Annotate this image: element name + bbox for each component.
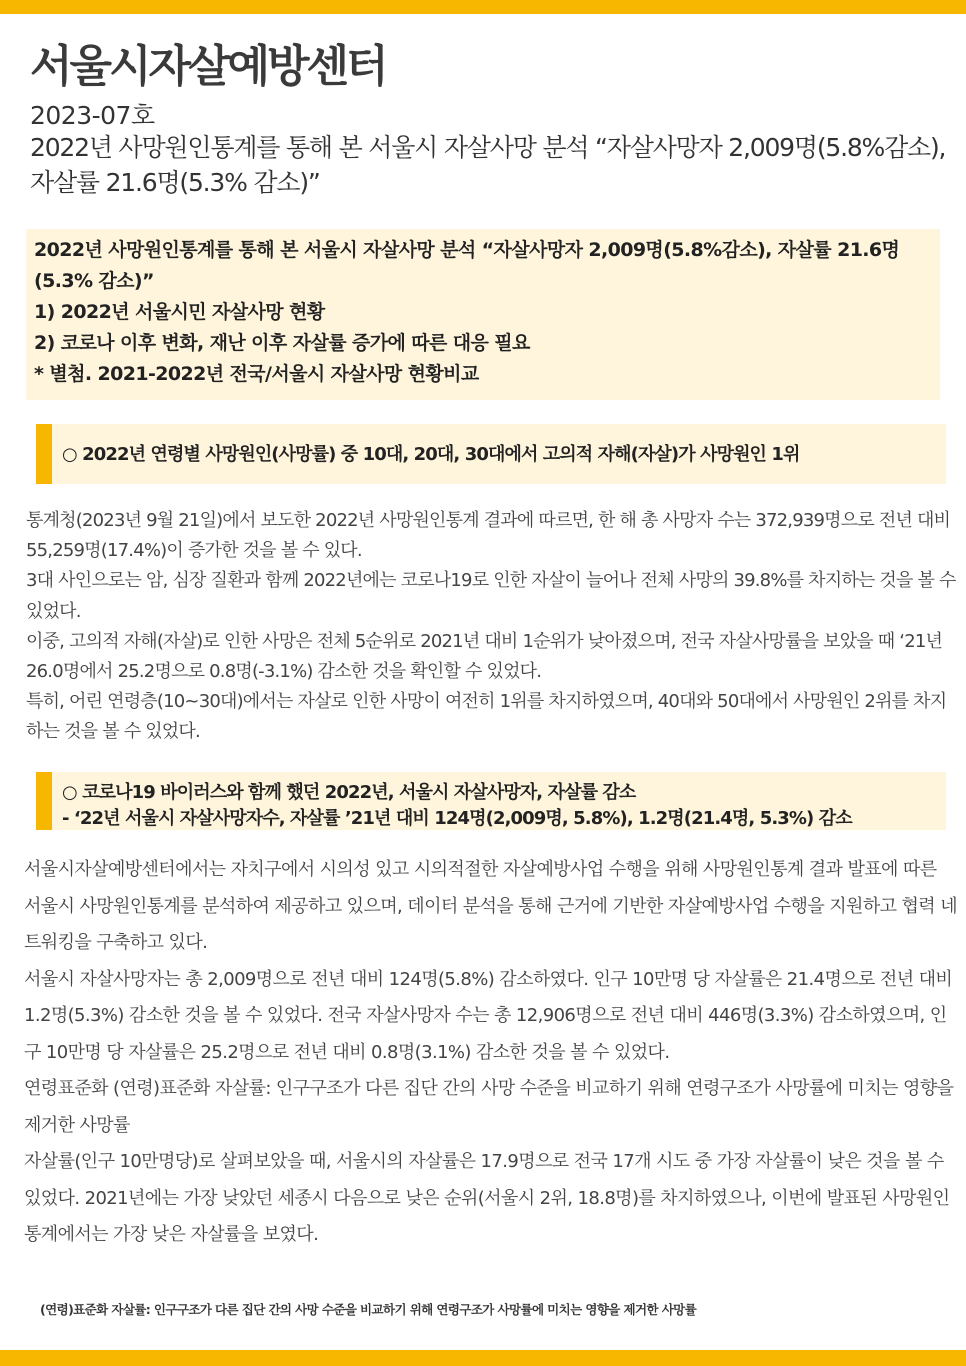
bottom-accent-bar [0,1350,966,1366]
section1-paragraph: 3대 사인으로는 암, 심장 질환과 함께 2022년에는 코로나19로 인한 자살이 늘어나 전체 사망의 39.8%를 차지하는 것을 볼 수 있었다. [26,570,956,622]
section1-body [26,506,960,748]
section2-heading [36,772,946,830]
section1-paragraph: 이중, 고의적 자해(자살)로 인한 사망은 전체 5순위로 2021년 대비 1순위가 낮아졌으며, 전국 자살사망률을 보았을 때 ‘21년 26.0명에서 25.2명으로 0.8명(-3.1%) 감소한 것을 확인할 수 있었다. [26,630,943,683]
section2-paragraph: 자살률(인구 10만명당)로 살펴보았을 때, 서울시의 자살률은 17.9명으로 전국 17개 시도 중 가장 자살률이 낮은 것을 볼 수 있었다. 2021년에는 가장 낮았던 세종시 다음으로 낮은 순위(서울시 2위, 18.8명)를 차지하였으나, 이번에 발표된 사망원인통계에서는 가장 낮은 자살률을 보였다. [24,1151,950,1245]
section2-paragraph: 서울시자살예방센터에서는 자치구에서 시의성 있고 시의적절한 자살예방사업 수행을 위해 사망원인통계 결과 발표에 따른 서울시 사망원인통계를 분석하여 제공하고 있으며, 데이터 분석을 통해 근거에 기반한 자살예방사업 수행을 지원하고 협력 네트워킹을 구축하고 있다. [24,859,958,953]
summary-item: 2) 코로나 이후 변화, 재난 이후 자살률 증가에 따른 대응 필요 [34,332,530,354]
section1-heading [36,424,946,484]
summary-item: 1) 2022년 서울시민 자살사망 현황 [34,301,325,323]
section1-heading-text: ○ 2022년 연령별 사망원인(사망률) 중 10대, 20대, 30대에서 고의적 자해(자살)가 사망원인 1위 [62,444,800,465]
section2-paragraph: 서울시 자살사망자는 총 2,009명으로 전년 대비 124명(5.8%) 감소하였다. 인구 10만명 당 자살률은 21.4명으로 전년 대비 1.2명(5.3%) 감소한 것을 볼 수 있었다. 전국 자살사망자 수는 총 12,906명으로 전년 대비 446명(3.3%) 감소하였으며, 인구 10만명 당 자살률은 25.2명으로 전년 대비 0.8명(3.1%) 감소한 것을 볼 수 있었다. [24,968,953,1063]
section2-paragraph: 연령표준화 (연령)표준화 자살률: 인구구조가 다른 집단 간의 사망 수준을 비교하기 위해 연령구조가 사망률에 미치는 영향을 제거한 사망률 [24,1078,954,1136]
org-title: 서울시자살예방센터 [30,41,386,92]
summary-title: 2022년 사망원인통계를 통해 본 서울시 자살사망 분석 “자살사망자 2,009명(5.8%감소), 자살률 21.6명(5.3% 감소)” [34,239,900,292]
footnote: (연령)표준화 자살률: 인구구조가 다른 집단 간의 사망 수준을 비교하기 위해 연령구조가 사망률에 미치는 영향을 제거한 사망률 [40,1302,697,1317]
section2-heading-line1: ○ 코로나19 바이러스와 함께 했던 2022년, 서울시 자살사망자, 자살률 감소 [62,782,636,803]
summary-box [26,229,940,400]
section1-paragraph: 특히, 어린 연령층(10~30대)에서는 자살로 인한 사망이 여전히 1위를 차지하였으며, 40대와 50대에서 사망원인 2위를 차지하는 것을 볼 수 있었다. [26,691,947,743]
headline: 2022년 사망원인통계를 통해 본 서울시 자살사망 분석 “자살사망자 2,009명(5.8%감소), 자살률 21.6명(5.3% 감소)” [30,133,946,197]
top-accent-bar [0,0,966,14]
section1-paragraph: 통계청(2023년 9월 21일)에서 보도한 2022년 사망원인통계 결과에 따르면, 한 해 총 사망자 수는 372,939명으로 전년 대비 55,259명(17.4%)이 증가한 것을 볼 수 있다. [26,510,951,562]
section2-heading-line2: - ‘22년 서울시 자살사망자수, 자살률 ’21년 대비 124명(2,009명, 5.8%), 1.2명(21.4명, 5.3%) 감소 [62,808,852,829]
summary-item: * 별첨. 2021-2022년 전국/서울시 자살사망 현황비교 [34,363,479,385]
section2-body [24,852,958,1254]
issue-number: 2023-07호 [30,101,155,130]
